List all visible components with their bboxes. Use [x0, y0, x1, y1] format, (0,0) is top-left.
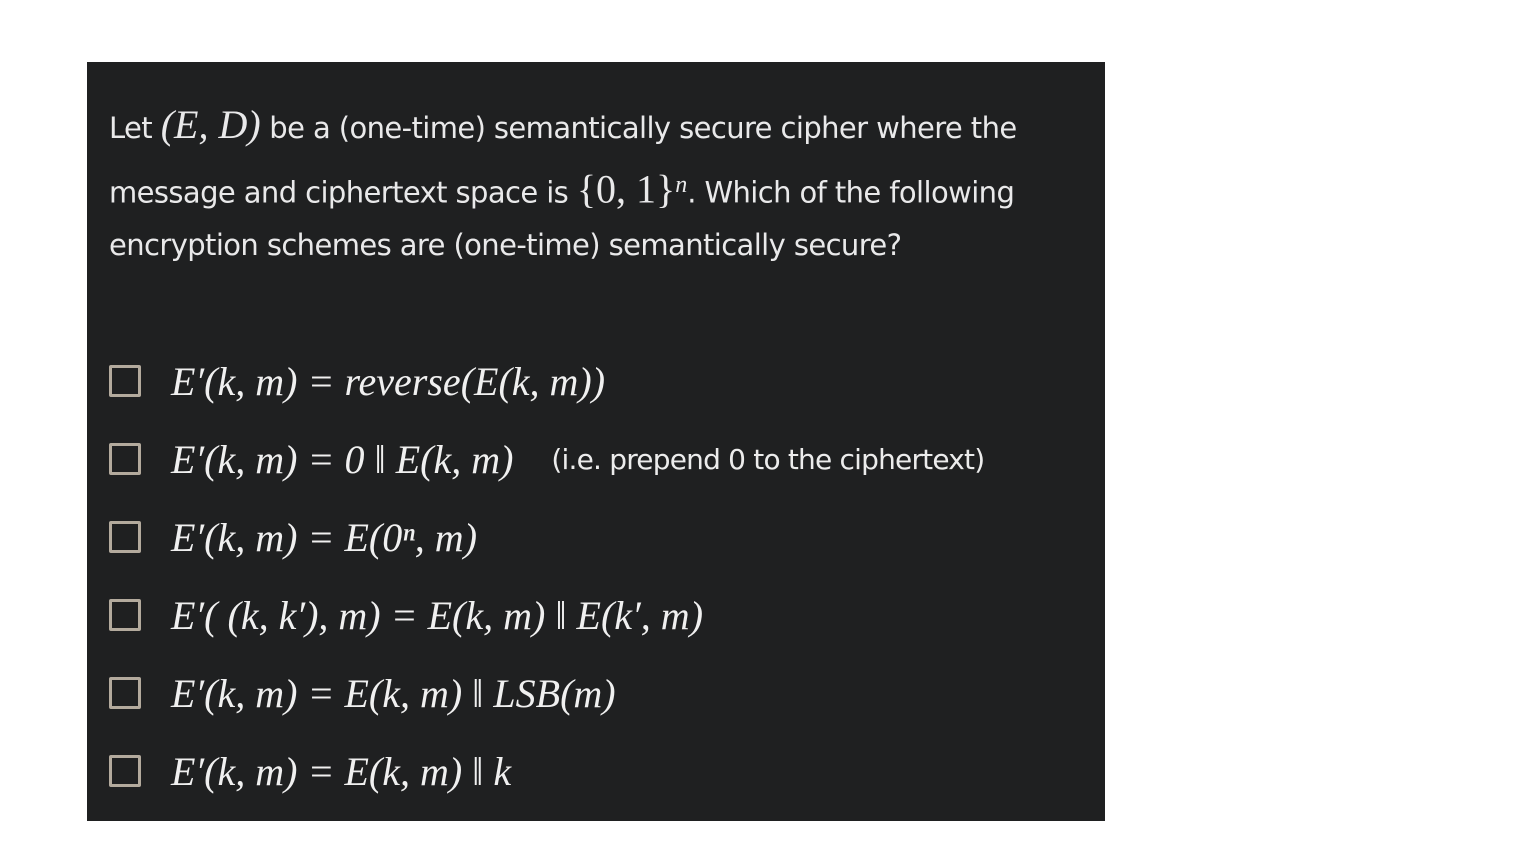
question-line-1-math: (E, D) — [160, 102, 261, 147]
checkbox[interactable] — [109, 755, 141, 787]
option-prepend-zero[interactable] — [109, 420, 1099, 498]
question-text — [109, 96, 1089, 302]
option-note: (i.e. prepend 0 to the ciphertext) — [551, 442, 985, 476]
question-line-2-math: {0, 1} — [576, 166, 676, 212]
checkbox[interactable] — [109, 599, 141, 631]
option-zero-key[interactable] — [109, 498, 1099, 576]
question-line-3: encryption schemes are (one-time) semantically secure? — [109, 228, 902, 262]
option-formula: E′(k, m) = reverse(E(k, m)) — [171, 358, 606, 404]
option-append-lsb[interactable] — [109, 654, 1099, 732]
question-line-2-superscript: n — [675, 172, 688, 198]
checkbox[interactable] — [109, 365, 141, 397]
option-formula: E′(k, m) = E(0ⁿ, m) — [171, 514, 478, 560]
quiz-panel — [87, 62, 1105, 821]
question-line-2-suffix: . Which of the following — [687, 175, 1015, 210]
option-two-keys[interactable] — [109, 576, 1099, 654]
checkbox[interactable] — [109, 443, 141, 475]
checkbox[interactable] — [109, 677, 141, 709]
checkbox[interactable] — [109, 521, 141, 553]
question-line-2-prefix: message and ciphertext space is — [109, 175, 577, 210]
question-line-1-prefix: Let — [109, 111, 161, 145]
option-formula: E′( (k, k′), m) = E(k, m) ‖ E(k′, m) — [171, 592, 704, 638]
option-formula: E′(k, m) = 0 ‖ E(k, m) — [171, 436, 514, 482]
option-formula: E′(k, m) = E(k, m) ‖ LSB(m) — [171, 670, 616, 716]
question-line-1-suffix: be a (one-time) semantically secure cipher where the — [260, 111, 1017, 145]
option-append-key[interactable] — [109, 732, 1099, 810]
option-formula: E′(k, m) = E(k, m) ‖ k — [171, 748, 512, 794]
option-reverse[interactable] — [109, 342, 1099, 420]
answer-options — [109, 342, 1099, 810]
